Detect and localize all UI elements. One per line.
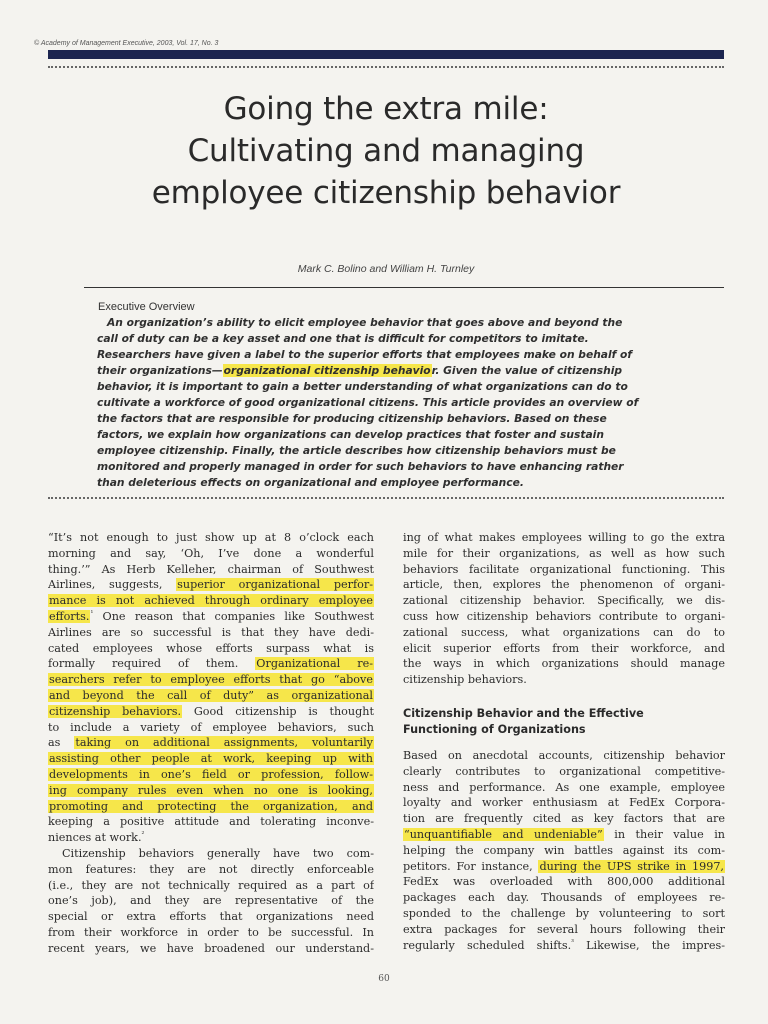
highlighted-text: assisting other people at work, keeping up with	[49, 752, 373, 766]
text-span: from their workforce in order to be successful. In	[48, 925, 374, 939]
text-line	[403, 577, 725, 593]
text-line	[48, 767, 374, 783]
text-span: “It’s not enough to just show up at 8 o’clock each	[48, 531, 374, 544]
text-line	[48, 878, 374, 894]
text-line	[48, 688, 374, 704]
text-span: cated employees whose efforts surpass what is	[48, 641, 374, 655]
text-span: monitored and properly managed in order for such behaviors to have enhancing rather	[97, 460, 624, 473]
text-span: tion are frequently cited as key factors that are	[403, 812, 725, 826]
text-span: An organization’s ability to elicit employee behavior that goes above and beyond the	[107, 316, 623, 329]
text-span: thing.’” As Herb Kelleher, chairman of Southwest	[48, 562, 374, 576]
text-span: employee citizenship. Finally, the article describes how citizenship behaviors must be	[97, 444, 616, 457]
highlighted-text: and beyond the call of duty” as organizational	[49, 688, 373, 702]
text-span: the factors that are responsible for producing citizenship behaviors. Based on these	[97, 412, 607, 425]
text-span: zational citizenship behavior. Specifically, we dis-	[403, 594, 725, 608]
overview-line	[97, 363, 679, 379]
text-line	[48, 893, 374, 909]
executive-overview-text	[97, 315, 679, 491]
highlighted-text: efforts.	[49, 609, 90, 623]
journal-reference: © Academy of Management Executive, 2003, Vol. 17, No. 3	[34, 40, 219, 47]
text-line	[403, 874, 725, 890]
text-span: Airlines, suggests,	[48, 578, 177, 592]
text-span: Based on anecdotal accounts, citizenship behavior	[403, 748, 725, 762]
text-line	[48, 799, 374, 815]
text-line	[48, 656, 374, 672]
text-span: petitors. For instance,	[403, 859, 539, 873]
text-span: cuss how citizenship behaviors contribute to organi-	[403, 609, 725, 623]
text-line	[403, 562, 725, 578]
highlighted-text: developments in one’s field or profession, follow-	[49, 767, 373, 781]
highlighted-text: superior organizational perfor-	[177, 578, 373, 592]
overview-line	[97, 411, 679, 427]
text-span: than deleterious effects on organizational and employee performance.	[97, 476, 524, 489]
text-span: the ways in which organizations should manage	[403, 657, 725, 671]
title-line-3: employee citizenship behavior	[151, 175, 621, 211]
text-line	[403, 546, 725, 562]
text-line	[403, 890, 725, 906]
section-heading-line-2: Functioning of Organizations	[403, 722, 586, 736]
footnote-ref: ¹	[90, 609, 94, 618]
text-span: ing of what makes employees willing to go the extra	[403, 531, 725, 544]
text-span: r. Given the value of citizenship	[431, 364, 623, 377]
highlighted-text: searchers refer to employee efforts that go “above	[49, 673, 373, 687]
footnote-ref: ³	[571, 937, 574, 946]
text-span: as	[48, 736, 75, 750]
overview-line	[97, 331, 679, 347]
text-line	[403, 593, 725, 609]
text-line	[403, 748, 725, 764]
text-line	[48, 941, 374, 957]
text-line	[48, 593, 374, 609]
text-span: behavior, it is important to gain a better understanding of what organizations can do to	[97, 380, 628, 393]
text-span: Good citizenship is thought	[182, 704, 374, 718]
text-span: special or extra efforts that organizations need	[48, 910, 374, 924]
text-line	[48, 609, 374, 625]
text-line	[48, 546, 374, 562]
overview-line	[97, 315, 679, 331]
executive-overview-label: Executive Overview	[98, 301, 195, 313]
header-bar	[48, 50, 724, 59]
right-column-intro	[403, 530, 725, 688]
text-line	[48, 704, 374, 720]
text-span: morning and say, ‘Oh, I’ve done a wonderful	[48, 546, 374, 560]
authors: Mark C. Bolino and William H. Turnley	[297, 263, 475, 275]
footnote-ref: ²	[141, 830, 145, 839]
text-span: article, then, explores the phenomenon of organi-	[403, 578, 725, 592]
text-line	[48, 814, 374, 830]
text-span: Airlines are so successful is that they have dedi-	[48, 625, 374, 639]
text-span: mon features: they are not directly enforceable	[48, 862, 374, 876]
text-span: elicit superior efforts from their workforce, and	[403, 641, 725, 655]
text-span: sponded to the challenge by volunteering to sort	[403, 906, 725, 920]
text-line	[403, 625, 725, 641]
highlighted-text: mance is not achieved through ordinary employee	[49, 594, 373, 608]
text-line	[48, 925, 374, 941]
text-line	[48, 672, 374, 688]
highlighted-text: during the UPS strike in 1997,	[539, 859, 724, 873]
page-number: 60	[378, 974, 390, 984]
text-span: One reason that companies like Southwest	[93, 609, 374, 623]
dotted-divider-top	[48, 66, 724, 68]
text-line	[48, 735, 374, 751]
text-span: packages each day. Thousands of employees re-	[403, 891, 725, 905]
title-line-2: Cultivating and managing	[187, 133, 585, 169]
text-line	[403, 656, 725, 672]
article-title	[48, 88, 724, 214]
text-span: ness and performance. As one example, employee	[403, 780, 725, 794]
text-line	[48, 625, 374, 641]
text-line	[48, 530, 374, 546]
text-line	[403, 795, 725, 811]
text-line	[48, 562, 374, 578]
text-span: (i.e., they are not technically required as a part of	[48, 878, 374, 892]
text-span: in their value in	[603, 827, 725, 841]
text-line	[403, 906, 725, 922]
text-span: FedEx was overloaded with 800,000 additional	[403, 875, 725, 889]
text-span: mile for their organizations, as well as how such	[403, 546, 725, 560]
section-heading-line-1: Citizenship Behavior and the Effective	[403, 706, 644, 720]
text-span: keeping a positive attitude and tolerating inconve-	[48, 815, 374, 829]
body-column-left	[48, 530, 374, 957]
text-span: call of duty can be a key asset and one that is difficult for competitors to imitate.	[97, 332, 589, 345]
overview-line	[97, 347, 679, 363]
text-line	[48, 862, 374, 878]
text-span: formally required of them.	[48, 657, 256, 671]
text-span: loyalty and worker enthusiasm at FedEx Corpora-	[403, 796, 725, 810]
text-line	[48, 751, 374, 767]
text-span: clearly contributes to organizational competitive-	[403, 764, 725, 778]
text-line	[403, 938, 725, 954]
overview-line	[97, 379, 679, 395]
text-span: Likewise, the impres-	[573, 938, 725, 952]
text-line	[48, 909, 374, 925]
highlighted-text: organizational citizenship behavio	[223, 364, 431, 377]
text-span: zational success, what organizations can do to	[403, 625, 725, 639]
overview-line	[97, 443, 679, 459]
text-line	[403, 859, 725, 875]
text-line	[403, 811, 725, 827]
text-span: to include a variety of employee behaviors, such	[48, 720, 374, 734]
text-span: one’s job), and they are representative of the	[48, 894, 374, 908]
text-line	[48, 830, 374, 846]
highlighted-text: “unquantifiable and undeniable”	[404, 827, 603, 841]
spacer	[403, 738, 725, 748]
text-line	[403, 530, 725, 546]
text-line	[403, 764, 725, 780]
overview-line	[97, 427, 679, 443]
section-heading	[403, 706, 725, 738]
text-span: recent years, we have broadened our understand-	[48, 941, 374, 955]
text-line	[48, 846, 374, 862]
text-line	[403, 780, 725, 796]
text-line	[403, 843, 725, 859]
text-line	[48, 783, 374, 799]
highlighted-text: taking on additional assignments, voluntarily	[75, 736, 374, 750]
title-line-1: Going the extra mile:	[223, 91, 549, 127]
text-line	[48, 720, 374, 736]
text-span: extra packages for several hours following their	[403, 922, 725, 936]
text-span: cultivate a workforce of good organizational citizens. This article provides an overview of	[97, 396, 639, 409]
authors-rule	[84, 287, 724, 288]
text-line	[403, 922, 725, 938]
text-line	[403, 827, 725, 843]
text-line	[48, 641, 374, 657]
highlighted-text: promoting and protecting the organization, and	[49, 799, 373, 813]
text-span: their organizations—	[97, 364, 223, 377]
text-line	[403, 641, 725, 657]
text-span: behaviors facilitate organizational functioning. This	[403, 562, 725, 576]
overview-line	[97, 459, 679, 475]
spacer	[403, 688, 725, 706]
text-span: helping the company win battles against its com-	[403, 843, 725, 857]
text-span: Citizenship behaviors generally have two com-	[62, 846, 374, 860]
text-line	[403, 609, 725, 625]
body-column-right	[403, 530, 725, 953]
highlighted-text: Organizational re-	[256, 657, 373, 671]
highlighted-text: ing company rules even when no one is looking,	[49, 783, 373, 797]
overview-line	[97, 395, 679, 411]
highlighted-text: citizenship behaviors.	[49, 704, 182, 718]
text-span: niences at work.	[48, 831, 142, 845]
text-span: factors, we explain how organizations can develop practices that foster and sustain	[97, 428, 604, 441]
right-column-section-text	[403, 748, 725, 953]
text-line	[403, 672, 725, 688]
overview-line	[97, 475, 679, 491]
text-span: Researchers have given a label to the superior efforts that employees make on behalf of	[97, 348, 633, 361]
text-line	[48, 577, 374, 593]
dotted-divider-bottom	[48, 497, 724, 499]
text-span: citizenship behaviors.	[403, 673, 527, 687]
text-span: regularly scheduled shifts.	[403, 938, 572, 952]
